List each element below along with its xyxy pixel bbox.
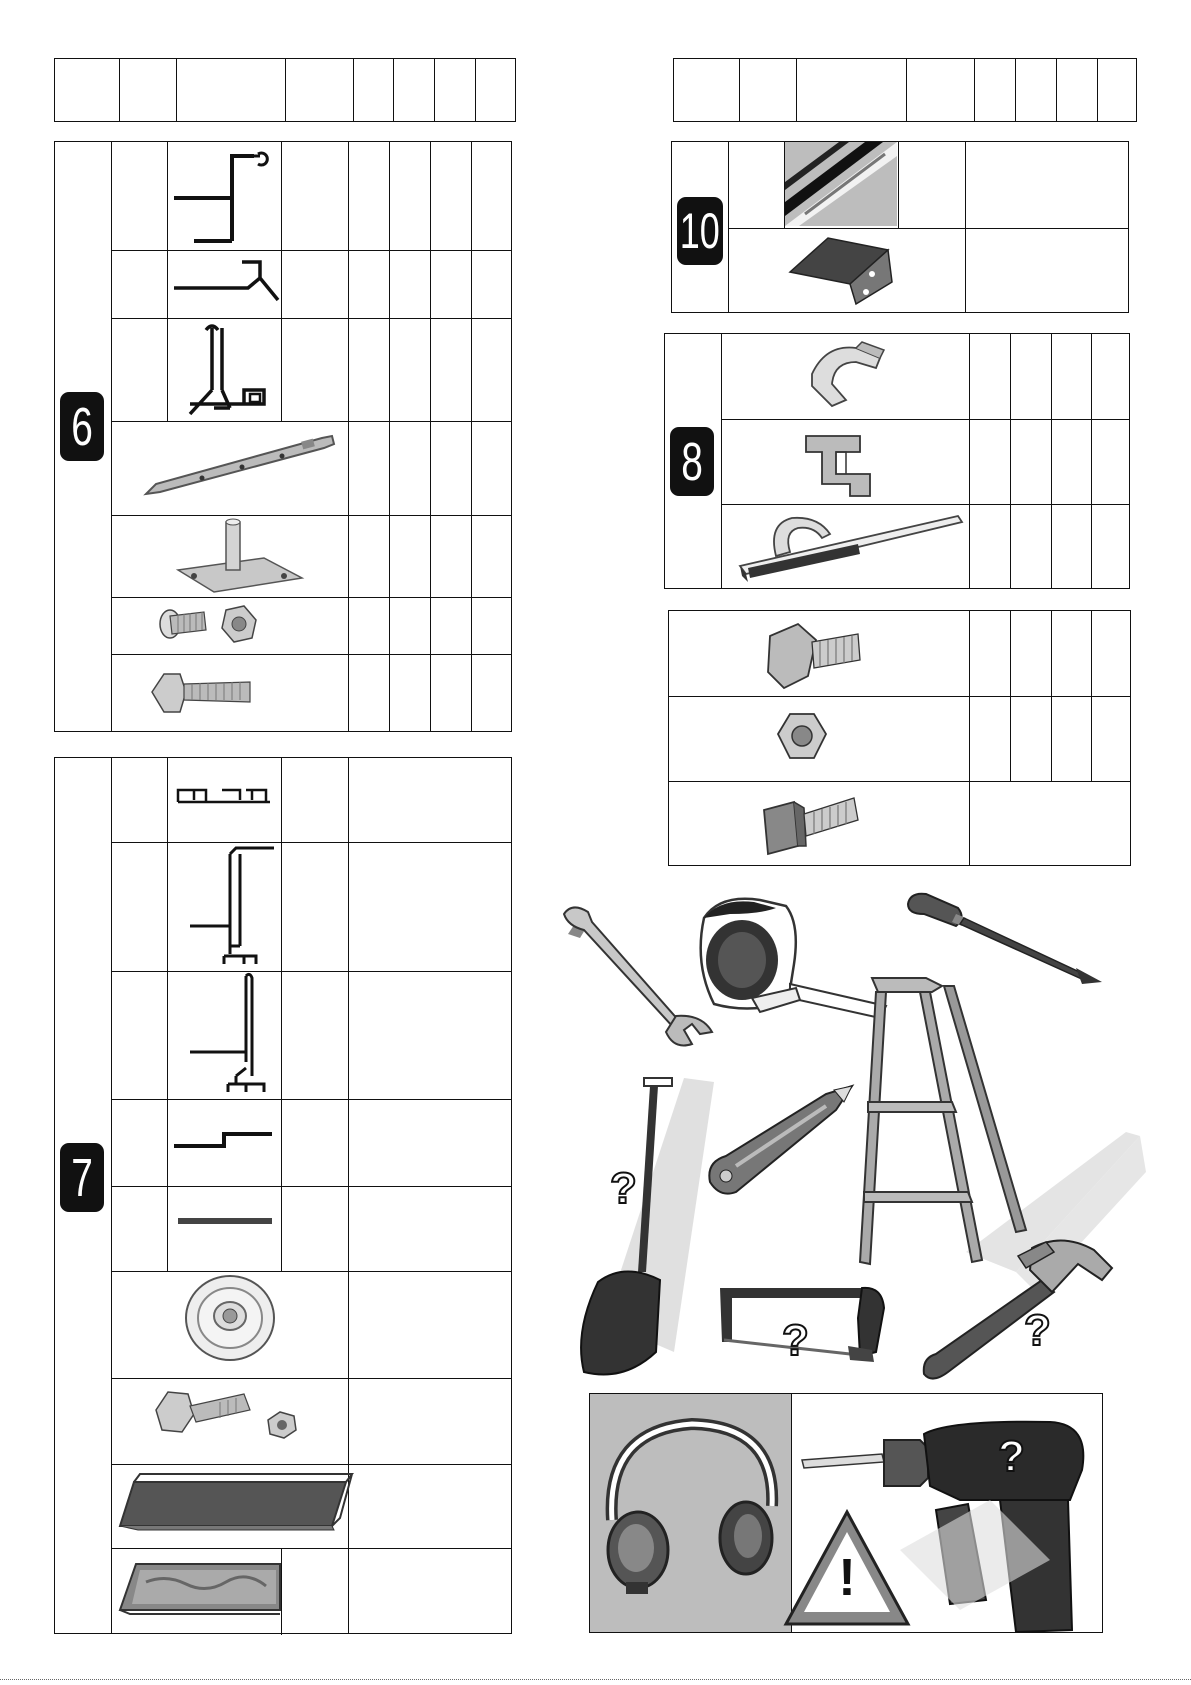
utility-knife-icon <box>706 1082 856 1202</box>
section-8-number-badge <box>670 427 714 496</box>
profile-t-rail-drawing <box>184 318 284 418</box>
question-mark-hacksaw: ? <box>782 1316 809 1365</box>
profile-flat-y-drawing <box>170 256 290 306</box>
question-mark-hammer: ? <box>1024 1306 1051 1355</box>
profile-flat-bar-drawing <box>176 1212 276 1232</box>
section-7-number: 7 <box>71 1147 93 1208</box>
power-drill-icon <box>800 1400 1100 1630</box>
hex-nut-drawing <box>772 708 832 768</box>
section-6-number-badge <box>60 392 104 461</box>
shovel-icon <box>564 1072 714 1382</box>
profile-step-drawing <box>172 1122 282 1152</box>
spring-clip-strip-drawing <box>738 504 968 584</box>
profile-tall-single-drawing <box>184 972 284 1098</box>
track-profile-photo-drawing <box>785 142 897 226</box>
hex-bolt-and-nut-drawing <box>154 1380 324 1450</box>
question-mark-drill: ? <box>998 1432 1025 1481</box>
hammer-icon <box>922 1234 1122 1384</box>
felt-strip-drawing <box>114 1470 354 1536</box>
square-head-bolt-drawing <box>764 616 864 696</box>
roller-wheel-drawing <box>180 1272 280 1364</box>
profile-bottom-rail-drawing <box>176 780 276 810</box>
clip-bracket-drawing <box>806 340 886 410</box>
page-bottom-dotted-line <box>0 1679 1191 1680</box>
hinge-bar-drawing <box>142 430 342 500</box>
profile-z-hook-drawing <box>166 146 286 246</box>
bolts-table <box>668 610 1131 866</box>
pivot-plate-drawing <box>174 514 314 594</box>
countersunk-screw-and-nut-drawing <box>156 600 276 650</box>
brush-seal-strip-drawing <box>116 1552 286 1622</box>
t-bolt-drawing <box>150 668 260 718</box>
section-6-number: 6 <box>71 396 93 457</box>
profile-tall-l-drawing <box>184 846 284 966</box>
section-10-number-badge <box>677 197 723 265</box>
section-10-number: 10 <box>679 203 721 259</box>
header-table-right <box>673 58 1137 122</box>
warning-exclamation: ! <box>838 1549 856 1607</box>
section-10-table <box>671 141 1129 313</box>
question-mark-shovel: ? <box>610 1164 637 1213</box>
ear-protection-icon <box>596 1410 786 1600</box>
header-table-left <box>54 58 516 122</box>
section-7-number-badge <box>60 1143 104 1212</box>
square-bolt-small-drawing <box>758 788 868 860</box>
hook-clip-drawing <box>800 430 880 500</box>
section-8-number: 8 <box>681 431 703 492</box>
angle-bracket-drawing <box>788 236 898 308</box>
